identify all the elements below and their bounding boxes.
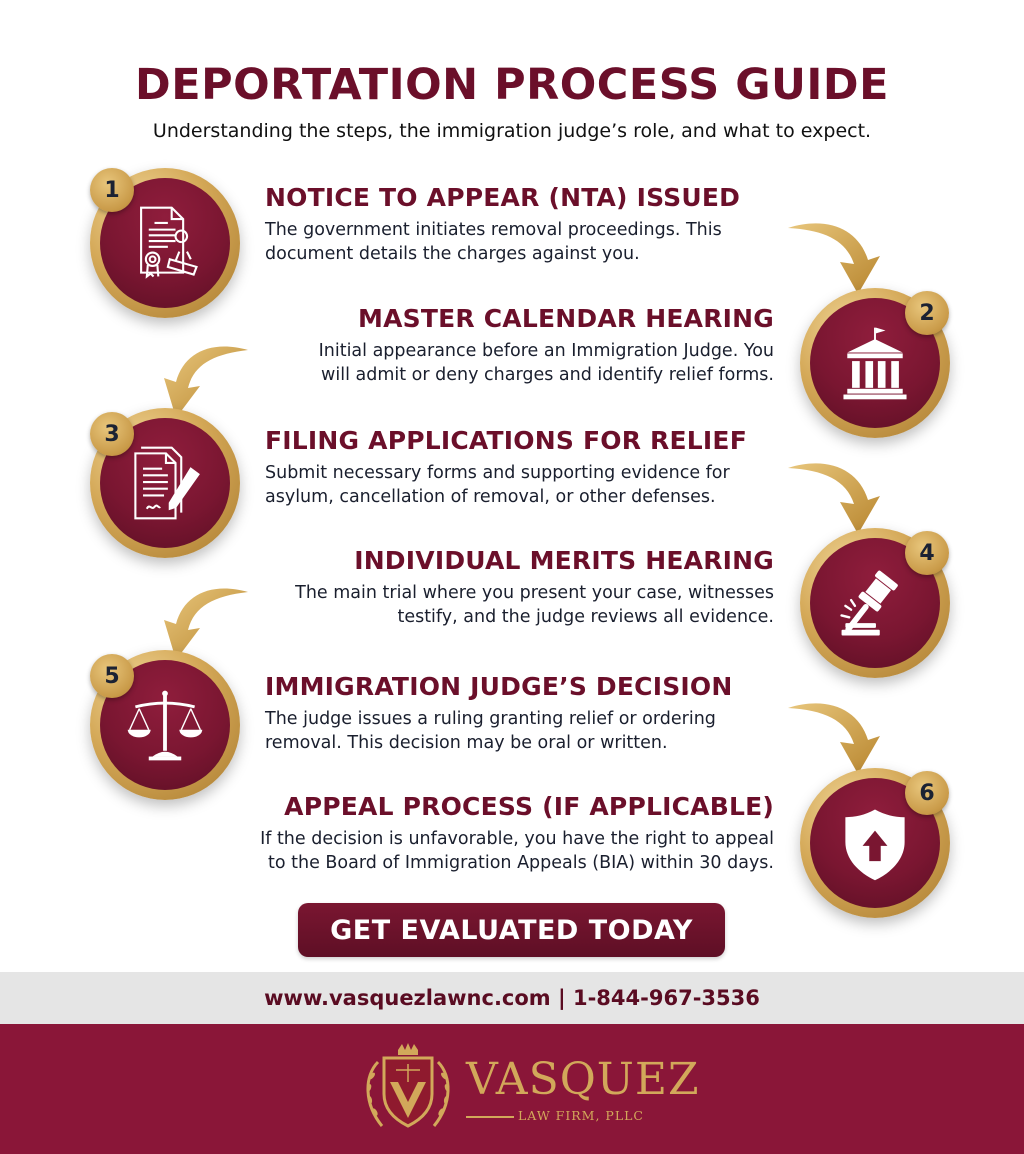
desc-line: will admit or deny charges and identify relief forms. (321, 365, 774, 385)
step-heading: IMMIGRATION JUDGE’S DECISION (265, 672, 733, 701)
step-heading: NOTICE TO APPEAR (NTA) ISSUED (265, 183, 741, 212)
step-description (295, 581, 774, 629)
step-description (265, 461, 747, 509)
desc-line: The judge issues a ruling granting relief or ordering (265, 709, 716, 729)
desc-line: The main trial where you present your case, witnesses (295, 583, 774, 603)
step-heading: FILING APPLICATIONS FOR RELIEF (265, 426, 747, 455)
document-stamp-icon (122, 200, 208, 286)
get-evaluated-button[interactable]: GET EVALUATED TODAY (298, 903, 725, 957)
step-heading: APPEAL PROCESS (IF APPLICABLE) (284, 792, 774, 821)
step-4-medal (800, 528, 950, 678)
firm-logo (358, 1042, 700, 1138)
step-description (260, 827, 774, 875)
step-4-number-badge: 4 (905, 531, 949, 575)
step-4 (295, 546, 774, 629)
desc-line: Submit necessary forms and supporting evidence for (265, 463, 730, 483)
step-6-number-badge: 6 (905, 771, 949, 815)
step-3-medal (90, 408, 240, 558)
step-description (265, 218, 740, 266)
step-1 (265, 183, 740, 266)
desc-line: document details the charges against you. (265, 244, 640, 264)
desc-line: to the Board of Immigration Appeals (BIA) within 30 days. (268, 853, 774, 873)
step-2-number-badge: 2 (905, 291, 949, 335)
logo-subtitle: LAW FIRM, PLLC (518, 1108, 644, 1123)
courthouse-icon (832, 320, 918, 406)
step-description (319, 339, 774, 387)
step-1-medal (90, 168, 240, 318)
curved-arrow-icon (786, 218, 896, 296)
logo-divider (466, 1116, 514, 1118)
step-2-medal (800, 288, 950, 438)
desc-line: If the decision is unfavorable, you have the right to appeal (260, 829, 774, 849)
step-1-number-badge: 1 (90, 168, 134, 212)
step-heading: INDIVIDUAL MERITS HEARING (354, 546, 774, 575)
step-3 (265, 426, 747, 509)
curved-arrow-icon (786, 458, 896, 536)
contact-text[interactable]: www.vasquezlawnc.com | 1-844-967-3536 (264, 986, 760, 1010)
step-5-number-badge: 5 (90, 654, 134, 698)
step-6 (260, 792, 774, 875)
desc-line: Initial appearance before an Immigration Judge. You (318, 341, 774, 361)
curved-arrow-icon (786, 698, 896, 776)
desc-line: asylum, cancellation of removal, or other defenses. (265, 487, 716, 507)
gavel-icon (832, 560, 918, 646)
logo-name: VASQUEZ (466, 1054, 700, 1105)
step-3-number-badge: 3 (90, 412, 134, 456)
step-6-medal (800, 768, 950, 918)
page-subtitle: Understanding the steps, the immigration judge’s role, and what to expect. (152, 120, 872, 142)
step-5-medal (90, 650, 240, 800)
scales-of-justice-icon (122, 682, 208, 768)
contact-info (0, 972, 1024, 1024)
shield-arrow-up-icon (832, 800, 918, 886)
desc-line: testify, and the judge reviews all evidence. (397, 607, 774, 627)
crest-icon (358, 1042, 458, 1138)
desc-line: The government initiates removal proceedings. This (265, 220, 722, 240)
step-2 (319, 304, 774, 387)
step-heading: MASTER CALENDAR HEARING (358, 304, 774, 333)
step-description (265, 707, 733, 755)
page-title: DEPORTATION PROCESS GUIDE (135, 60, 889, 110)
step-5 (265, 672, 733, 755)
desc-line: removal. This decision may be oral or written. (265, 733, 668, 753)
document-pen-icon (122, 440, 208, 526)
